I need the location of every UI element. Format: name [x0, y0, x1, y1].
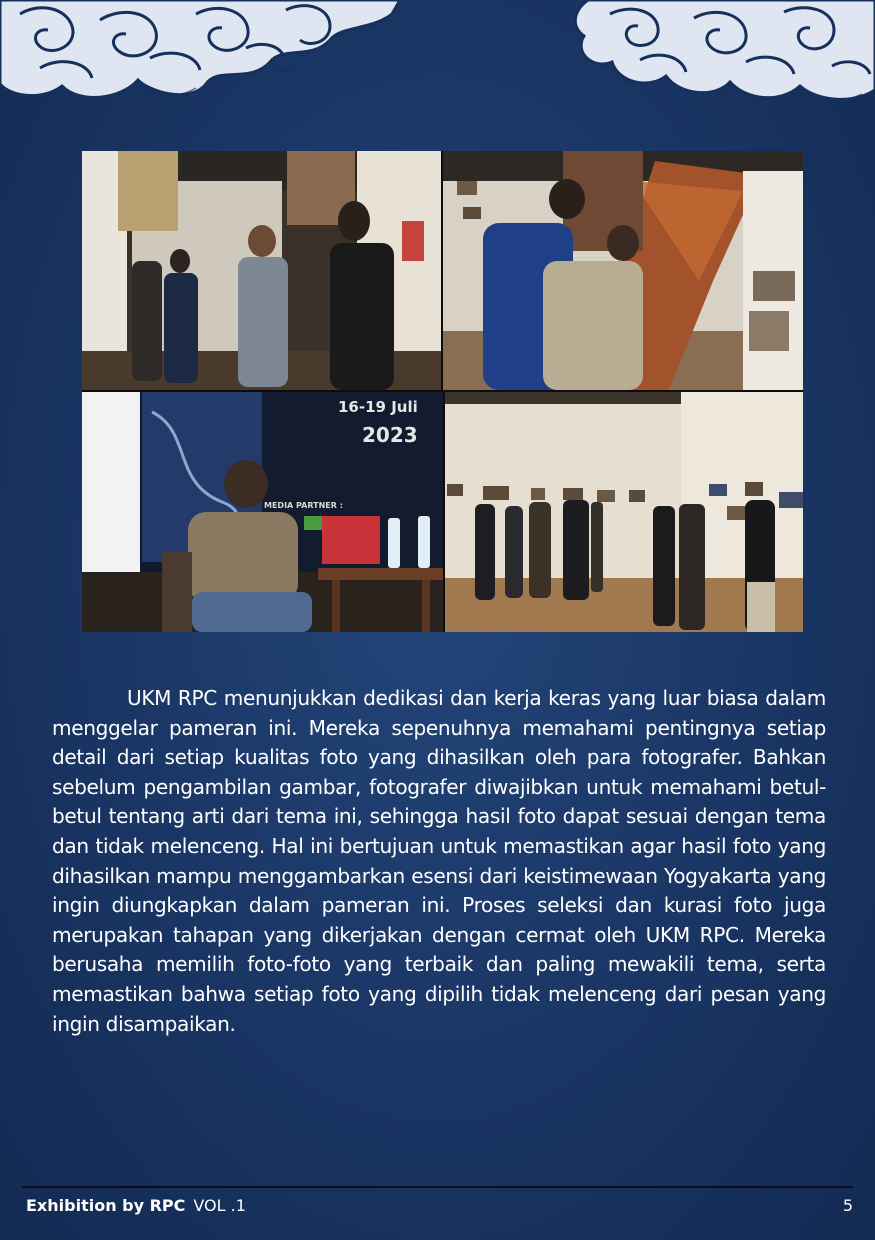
banner-partner: MEDIA PARTNER :	[264, 501, 343, 510]
photo-students-viewing-batik	[443, 151, 803, 390]
footer-brand: Exhibition by RPC	[26, 1196, 186, 1215]
article-paragraph: UKM RPC menunjukkan dedikasi dan kerja keras yang luar biasa dalam menggelar pameran ini. Mereka sepenuhnya memahami pentingnya setiap detail dari setiap kualitas foto yang dihasilkan oleh para fotografer. Bahkan sebelum pengambilan gambar, fotografer diwajibkan untuk memahami betul-betul tentang arti dari tema ini, sehingga hasil foto dapat sesuai dengan tema dan tidak melenceng. Hal ini bertujuan untuk memastikan agar hasil foto yang dihasilkan mampu menggambarkan esensi dari keistimewaan Yogyakarta yang ingin diungkapkan dalam pameran ini. Proses seleksi dan kurasi foto juga merupakan tahapan yang dikerjakan dengan cermat oleh UKM RPC. Mereka berusaha memilih foto-foto yang terbaik dan paling mewakili tema, serta memastikan bahwa setiap foto yang dipilih tidak melenceng dari pesan yang ingin disampaikan.	[52, 686, 826, 1036]
photo-speaker-talk-session	[82, 392, 443, 632]
photo-visitors-batik-exhibit	[82, 151, 441, 390]
footer-divider	[22, 1186, 853, 1188]
cloud-ornament-left	[0, 0, 400, 108]
banner-year: 2023	[362, 423, 418, 447]
photo-visitors-in-gallery	[445, 392, 803, 632]
photo-collage	[82, 151, 803, 632]
footer-volume: VOL .1	[193, 1196, 246, 1215]
footer-title	[26, 1196, 246, 1215]
banner-date: 16-19 Juli	[338, 398, 418, 416]
cloud-ornament-right	[570, 0, 875, 110]
page-number: 5	[842, 1196, 853, 1215]
